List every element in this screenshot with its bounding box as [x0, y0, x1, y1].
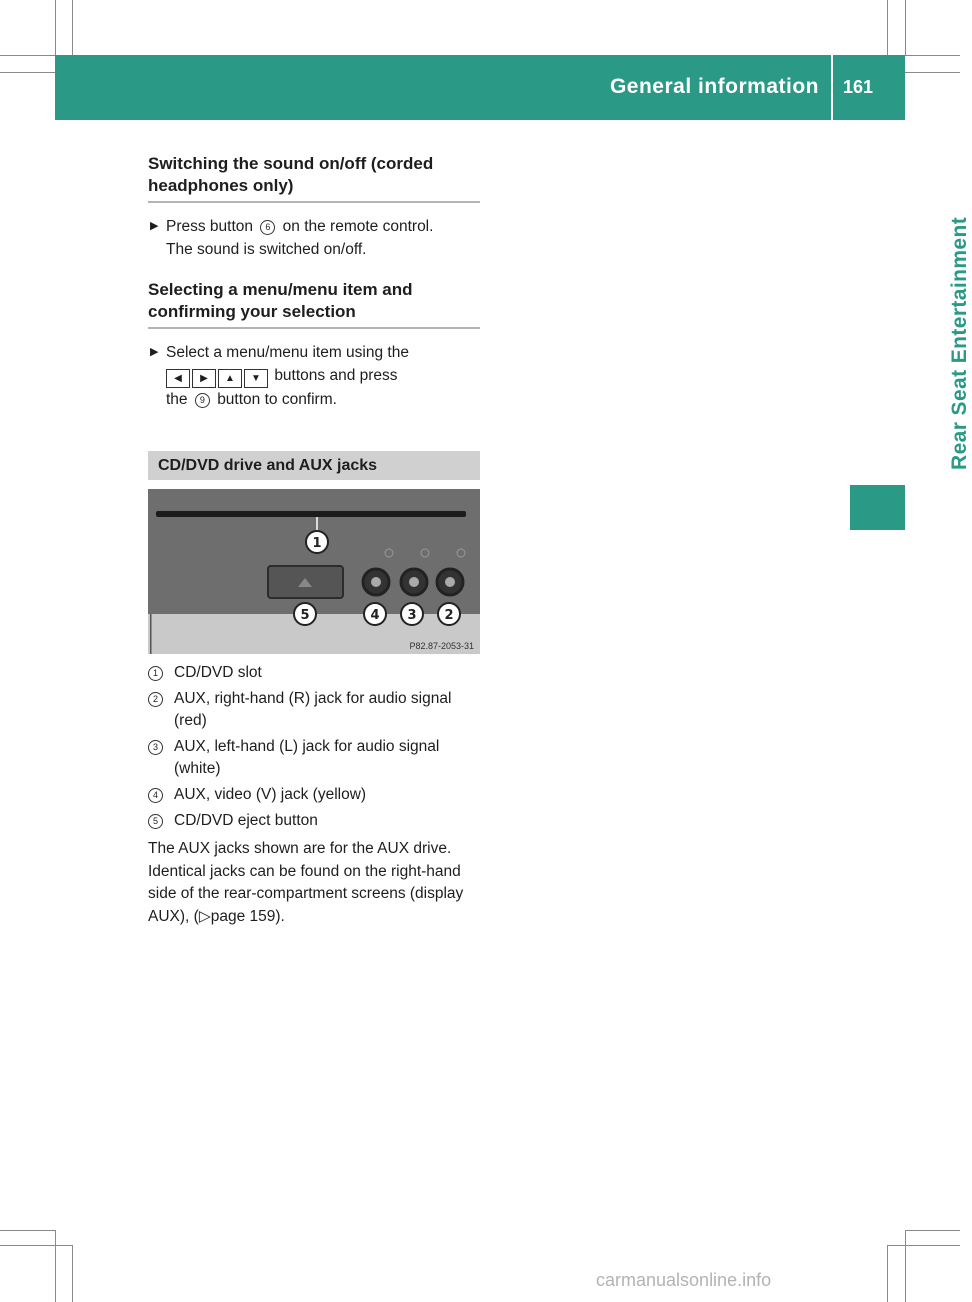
header-divider [831, 55, 833, 120]
side-tab [905, 120, 971, 485]
crop-mark [0, 1230, 55, 1231]
crop-mark [72, 1245, 73, 1302]
crop-mark [887, 1245, 960, 1246]
ok-button-symbol: 9 [195, 393, 210, 408]
step-text: buttons and press [274, 367, 398, 384]
legend-text: CD/DVD eject button [174, 812, 318, 829]
crop-mark [905, 1230, 960, 1231]
cd-dvd-drive-photo [148, 489, 480, 654]
heading-menu: Selecting a menu/menu item and confirming your selection [148, 279, 480, 329]
callout-1: 1 [312, 536, 322, 551]
crop-mark [905, 72, 960, 73]
legend-number: 3 [148, 740, 163, 755]
step-arrow-icon: ▶ [150, 346, 159, 358]
crop-mark [55, 1230, 56, 1302]
crop-mark [0, 1245, 72, 1246]
up-button-icon: ▲ [218, 369, 242, 388]
callout-3: 3 [407, 608, 417, 623]
step-result: The sound is switched on/off. [166, 241, 367, 258]
step-arrow-icon: ▶ [150, 220, 159, 232]
watermark: carmanualsonline.info [596, 1270, 772, 1290]
crop-mark [905, 0, 906, 55]
page-header [55, 55, 905, 120]
legend-item [148, 784, 480, 806]
crop-mark [887, 0, 888, 55]
legend-number: 2 [148, 692, 163, 707]
crop-mark [0, 72, 55, 73]
crop-mark [0, 55, 55, 56]
side-tab-label: Rear Seat Entertainment [948, 216, 971, 470]
content-column [148, 153, 480, 928]
legend-number: 1 [148, 666, 163, 681]
step-text: on the remote control. [282, 218, 434, 235]
step-sound [148, 215, 480, 238]
down-button-icon: ▼ [244, 369, 268, 388]
step-menu [148, 341, 480, 411]
page-ref-link[interactable]: page 159). [210, 907, 285, 925]
paragraph-text: The AUX jacks shown are for the AUX drive. Identical jacks can be found on the right-hand side of the rear-compartment screens (display AUX), ( [148, 840, 464, 925]
side-tab-marker [850, 485, 905, 530]
heading-sound: Switching the sound on/off (corded headphones only) [148, 153, 480, 203]
legend-text: AUX, left-hand (L) jack for audio signal (white) [174, 738, 440, 777]
legend-item [148, 688, 480, 732]
step-text: Select a menu/menu item using the [166, 344, 409, 361]
legend-item [148, 736, 480, 780]
page-ref-icon: ▷ [198, 907, 211, 925]
crop-mark [72, 0, 73, 55]
left-button-icon: ◀ [166, 369, 190, 388]
legend-text: CD/DVD slot [174, 664, 262, 681]
legend-number: 5 [148, 814, 163, 829]
callout-2: 2 [444, 608, 454, 623]
button-6-symbol: 6 [260, 220, 275, 235]
legend-list [148, 662, 480, 832]
right-button-icon: ▶ [192, 369, 216, 388]
legend-item [148, 662, 480, 684]
spacer [148, 261, 480, 279]
aux-paragraph [148, 838, 480, 928]
legend-text: AUX, right-hand (R) jack for audio signal (red) [174, 690, 452, 729]
callout-4: 4 [370, 608, 380, 623]
disc-slot [156, 511, 466, 517]
legend-item [148, 810, 480, 832]
crop-mark [905, 1230, 906, 1302]
callout-5: 5 [300, 608, 310, 623]
drive-illustration [148, 489, 480, 654]
crop-mark [887, 1245, 888, 1302]
crop-mark [905, 55, 960, 56]
step-text: Press button [166, 218, 254, 235]
figure-code: P82.87-2053-31 [409, 641, 474, 651]
legend-text: AUX, video (V) jack (yellow) [174, 786, 367, 803]
legend-number: 4 [148, 788, 163, 803]
page-number: 161 [843, 77, 874, 97]
step-text: button to confirm. [217, 391, 337, 408]
heading-cd-dvd: CD/DVD drive and AUX jacks [148, 451, 480, 480]
step-text: the [166, 391, 188, 408]
section-title: General information [609, 75, 819, 98]
